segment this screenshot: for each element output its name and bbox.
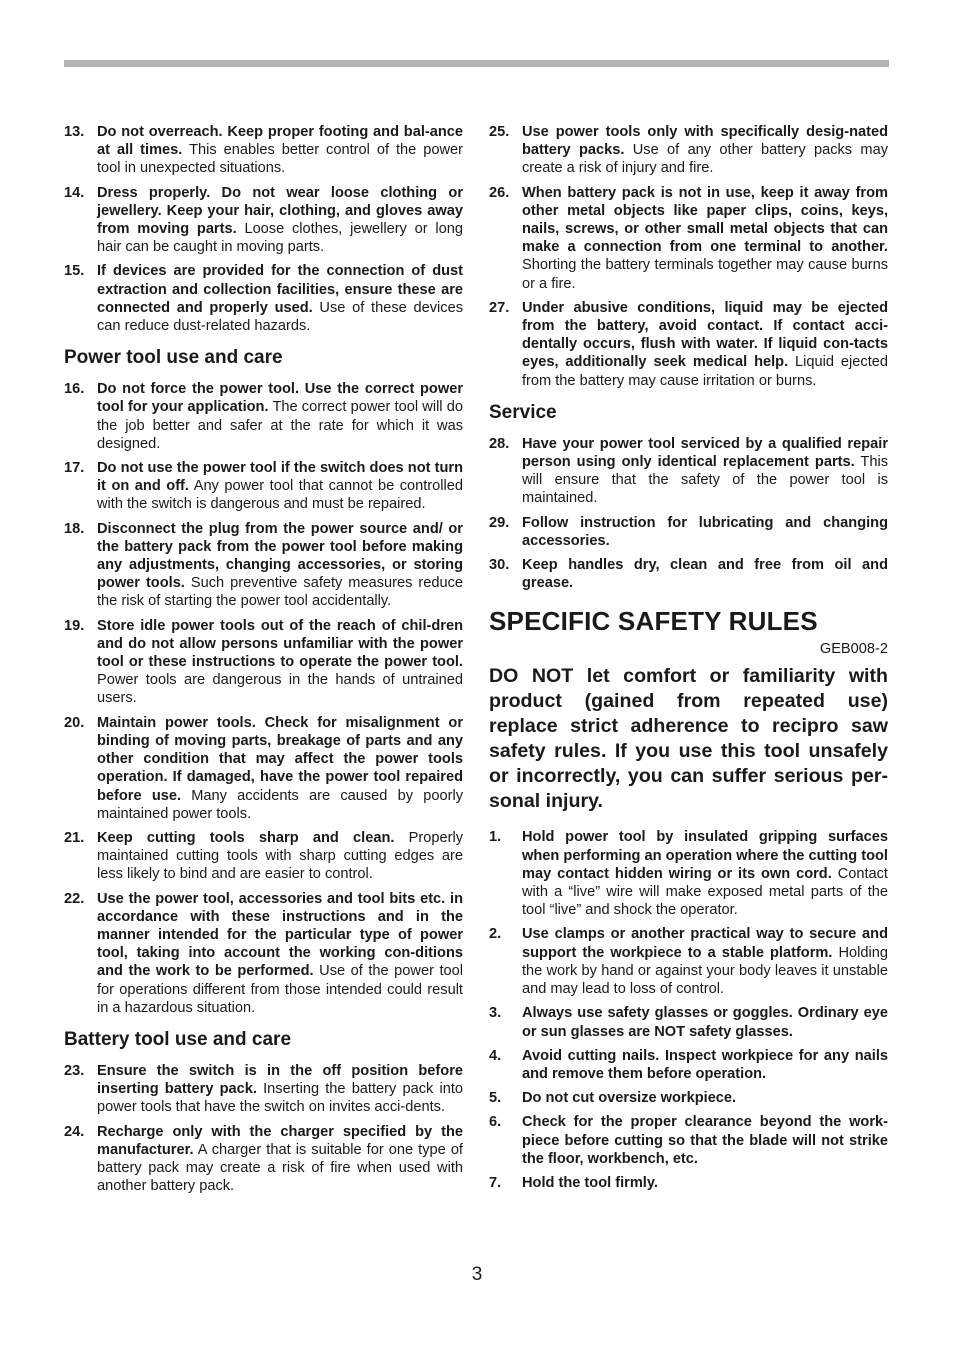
item-list xyxy=(489,123,888,390)
item-number: 25. xyxy=(489,124,510,140)
item-bold-text: Have your power tool serviced by a qualified repair person using only identical replacement parts. xyxy=(522,435,888,471)
page-number: 3 xyxy=(471,1264,483,1285)
item-bold-text: Avoid cutting nails. Inspect workpiece for any nails and remove them before operation. xyxy=(522,1047,888,1082)
item-number: 6. xyxy=(489,1114,502,1131)
item-number: 5. xyxy=(489,1090,502,1107)
item-text xyxy=(97,829,463,884)
item-number: 24. xyxy=(64,1123,85,1140)
list-item xyxy=(64,520,463,611)
item-number: 2. xyxy=(489,926,502,943)
item-bold-text: Use clamps or another practical way to secure and support the workpiece to a stable platform. xyxy=(522,926,888,961)
list-item xyxy=(489,1174,888,1192)
item-text xyxy=(522,556,888,592)
item-text xyxy=(522,1174,888,1192)
item-text xyxy=(97,617,463,708)
item-text xyxy=(522,925,888,998)
item-number: 28. xyxy=(489,435,510,452)
item-number: 1. xyxy=(489,829,502,846)
item-bold-text: If devices are provided for the connection of dust extraction and collection facilities, ensure these are connected and properly used. xyxy=(97,263,463,316)
item-regular-text: Holding the work by hand or against your body leaves it unstable and may lead to loss of control. xyxy=(522,944,888,998)
right-column xyxy=(489,123,888,1198)
list-item xyxy=(64,890,463,1017)
item-text xyxy=(97,184,463,257)
item-bold-text: Always use safety glasses or goggles. Ordinary eye or sun glasses are NOT safety glasses. xyxy=(522,1005,888,1040)
document-code: GEB008-2 xyxy=(819,641,888,658)
item-list xyxy=(64,1062,463,1195)
item-number: 29. xyxy=(489,514,510,531)
item-number: 7. xyxy=(489,1174,502,1191)
item-number: 26. xyxy=(489,184,510,201)
list-item xyxy=(489,123,888,178)
item-bold-text: Keep handles dry, clean and free from oil and grease. xyxy=(522,557,888,592)
item-number: 14. xyxy=(64,184,85,201)
item-list xyxy=(489,435,888,593)
item-bold-text: Hold power tool by insulated gripping surfaces when performing an operation where the cutting tool may contact hidden wiring or its own cord. xyxy=(522,829,888,882)
item-text xyxy=(522,123,888,178)
item-bold-text: Under abusive conditions, liquid may be ejected from the battery, avoid contact. If contact acci-dentally occurs, flush with water. If liquid con-tacts eyes, additionally seek medical help. xyxy=(522,299,888,371)
item-bold-text: Dress properly. Do not wear loose clothing or jewellery. Keep your hair, clothing, and gloves away from moving parts. xyxy=(97,184,463,238)
item-number: 17. xyxy=(64,460,85,477)
item-bold-text: Do not force the power tool. Use the correct power tool for your application. xyxy=(97,381,463,416)
list-item xyxy=(64,1062,463,1117)
list-item xyxy=(489,435,888,508)
item-regular-text: Properly maintained cutting tools with sharp cutting edges are less likely to bind and are easier to control. xyxy=(97,829,463,883)
item-regular-text: Any power tool that cannot be controlled with the switch is dangerous and must be repaired. xyxy=(97,478,464,513)
item-regular-text: Many accidents are caused by poorly maintained power tools. xyxy=(97,787,464,822)
item-number: 4. xyxy=(489,1047,502,1064)
list-item xyxy=(64,829,463,884)
item-text xyxy=(522,184,888,293)
list-item xyxy=(64,617,463,708)
warning-text: DO NOT let comfort or familiarity with product (gained from repeated use) replace strict adherence to recipro saw safety rules. If you use this tool unsafely or incorrectly, you can suffer serious per-sonal injury. xyxy=(489,665,888,813)
item-number: 22. xyxy=(64,890,85,907)
section-heading-power-tool: Power tool use and care xyxy=(64,347,283,369)
list-item xyxy=(64,380,463,453)
item-number: 13. xyxy=(64,124,85,140)
item-bold-text: Do not overreach. Keep proper footing and bal-ance at all times. xyxy=(97,124,463,159)
item-text xyxy=(522,1113,888,1168)
item-text xyxy=(522,299,888,390)
item-bold-text: Do not cut oversize workpiece. xyxy=(522,1090,737,1107)
item-list xyxy=(64,380,463,1017)
list-item xyxy=(489,299,888,390)
page-title: SPECIFIC SAFETY RULES xyxy=(489,606,818,637)
item-number: 18. xyxy=(64,520,85,537)
item-number: 19. xyxy=(64,617,85,634)
item-regular-text: Contact with a “live” wire will make exposed metal parts of the tool “live” and shock the operator. xyxy=(522,865,888,919)
top-rule xyxy=(64,60,889,67)
item-regular-text: Use of any other battery packs may create a risk of injury and fire. xyxy=(522,142,888,177)
item-regular-text: This enables better control of the power tool in unexpected situations. xyxy=(97,142,463,177)
item-regular-text: Such preventive safety measures reduce the risk of starting the power tool accidentally. xyxy=(97,575,463,610)
item-bold-text: Use the power tool, accessories and tool bits etc. in accordance with these instructions and in the manner intended for the particular type of power tool, taking into account the working con-ditions and the work to be performed. xyxy=(97,890,463,980)
item-text xyxy=(97,123,463,178)
list-item xyxy=(489,1089,888,1107)
item-regular-text: Inserting the battery pack into power tools that have the switch on invites acci-dents. xyxy=(97,1081,463,1116)
list-item xyxy=(64,123,463,178)
item-number: 16. xyxy=(64,381,85,398)
item-number: 27. xyxy=(489,299,510,316)
item-bold-text: Use power tools only with specifically desig-nated battery packs. xyxy=(522,124,888,159)
item-regular-text: Loose clothes, jewellery or long hair can be caught in moving parts. xyxy=(97,221,464,256)
item-text xyxy=(97,459,463,514)
left-column xyxy=(64,123,463,1201)
item-text xyxy=(522,514,888,550)
list-item xyxy=(489,184,888,293)
item-regular-text: The correct power tool will do the job better and safer at the rate for which it was designed. xyxy=(97,399,463,452)
list-item xyxy=(64,1123,463,1196)
item-regular-text: Use of the power tool for operations different from those intended could result in a hazardous situation. xyxy=(97,963,464,1016)
item-list xyxy=(64,123,463,335)
item-number: 3. xyxy=(489,1005,502,1022)
item-bold-text: Store idle power tools out of the reach of chil-dren and do not allow persons unfamiliar with the power tool or these instructions to operate the power tool. xyxy=(97,617,463,671)
item-regular-text: Use of these devices can reduce dust-related hazards. xyxy=(97,299,463,335)
item-text xyxy=(97,520,463,611)
item-text xyxy=(97,380,463,453)
item-text xyxy=(97,714,463,823)
item-bold-text: Check for the proper clearance beyond the work-piece before cutting so that the blade will not strike the floor, workbench, etc. xyxy=(522,1114,888,1167)
item-text xyxy=(97,262,463,335)
item-regular-text: A charger that is suitable for one type of battery pack may create a risk of fire when used with another battery pack. xyxy=(97,1141,463,1195)
item-text xyxy=(522,1004,888,1040)
item-bold-text: Ensure the switch is in the off position before inserting battery pack. xyxy=(97,1062,463,1098)
item-text xyxy=(97,1123,463,1196)
list-item xyxy=(64,262,463,335)
item-number: 15. xyxy=(64,263,85,280)
list-item xyxy=(64,459,463,514)
item-regular-text: Shorting the battery terminals together may cause burns or a fire. xyxy=(522,257,888,292)
list-item xyxy=(489,925,888,998)
list-item xyxy=(489,556,888,592)
item-text xyxy=(522,1047,888,1083)
item-regular-text: Liquid ejected from the battery may cause irritation or burns. xyxy=(522,354,888,389)
item-number: 23. xyxy=(64,1062,85,1079)
item-text xyxy=(97,890,463,1017)
list-item xyxy=(489,1004,888,1040)
item-text xyxy=(97,1062,463,1117)
item-bold-text: Hold the tool firmly. xyxy=(522,1174,658,1191)
item-bold-text: When battery pack is not in use, keep it away from other metal objects like paper clips, coins, keys, nails, screws, or other small metal objects that can make a connection from one terminal to another. xyxy=(522,184,888,256)
item-bold-text: Do not use the power tool if the switch does not turn it on and off. xyxy=(97,460,463,495)
item-bold-text: Keep cutting tools sharp and clean. xyxy=(97,829,395,846)
item-text xyxy=(522,1089,888,1107)
item-list xyxy=(489,828,888,1192)
list-item xyxy=(489,1047,888,1083)
item-bold-text: Follow instruction for lubricating and changing accessories. xyxy=(522,514,888,549)
item-number: 30. xyxy=(489,557,510,574)
section-heading-service: Service xyxy=(489,401,557,423)
item-number: 21. xyxy=(64,829,85,846)
list-item xyxy=(489,514,888,550)
list-item xyxy=(64,714,463,823)
list-item xyxy=(64,184,463,257)
list-item xyxy=(489,828,888,919)
item-number: 20. xyxy=(64,714,85,731)
item-regular-text: This will ensure that the safety of the power tool is maintained. xyxy=(522,454,888,507)
item-bold-text: Disconnect the plug from the power source and/ or the battery pack from the power tool before making any adjustments, changing accessories, or storing power tools. xyxy=(97,520,463,592)
list-item xyxy=(489,1113,888,1168)
item-text xyxy=(522,435,888,508)
section-heading-battery-tool: Battery tool use and care xyxy=(64,1028,292,1050)
item-text xyxy=(522,828,888,919)
item-bold-text: Maintain power tools. Check for misalignment or binding of moving parts, breakage of parts and any other condition that may affect the power tools operation. If damaged, have the power tool repaired before use. xyxy=(97,714,463,804)
item-bold-text: Recharge only with the charger specified by the manufacturer. xyxy=(97,1123,463,1158)
item-regular-text: Power tools are dangerous in the hands of untrained users. xyxy=(97,672,463,707)
